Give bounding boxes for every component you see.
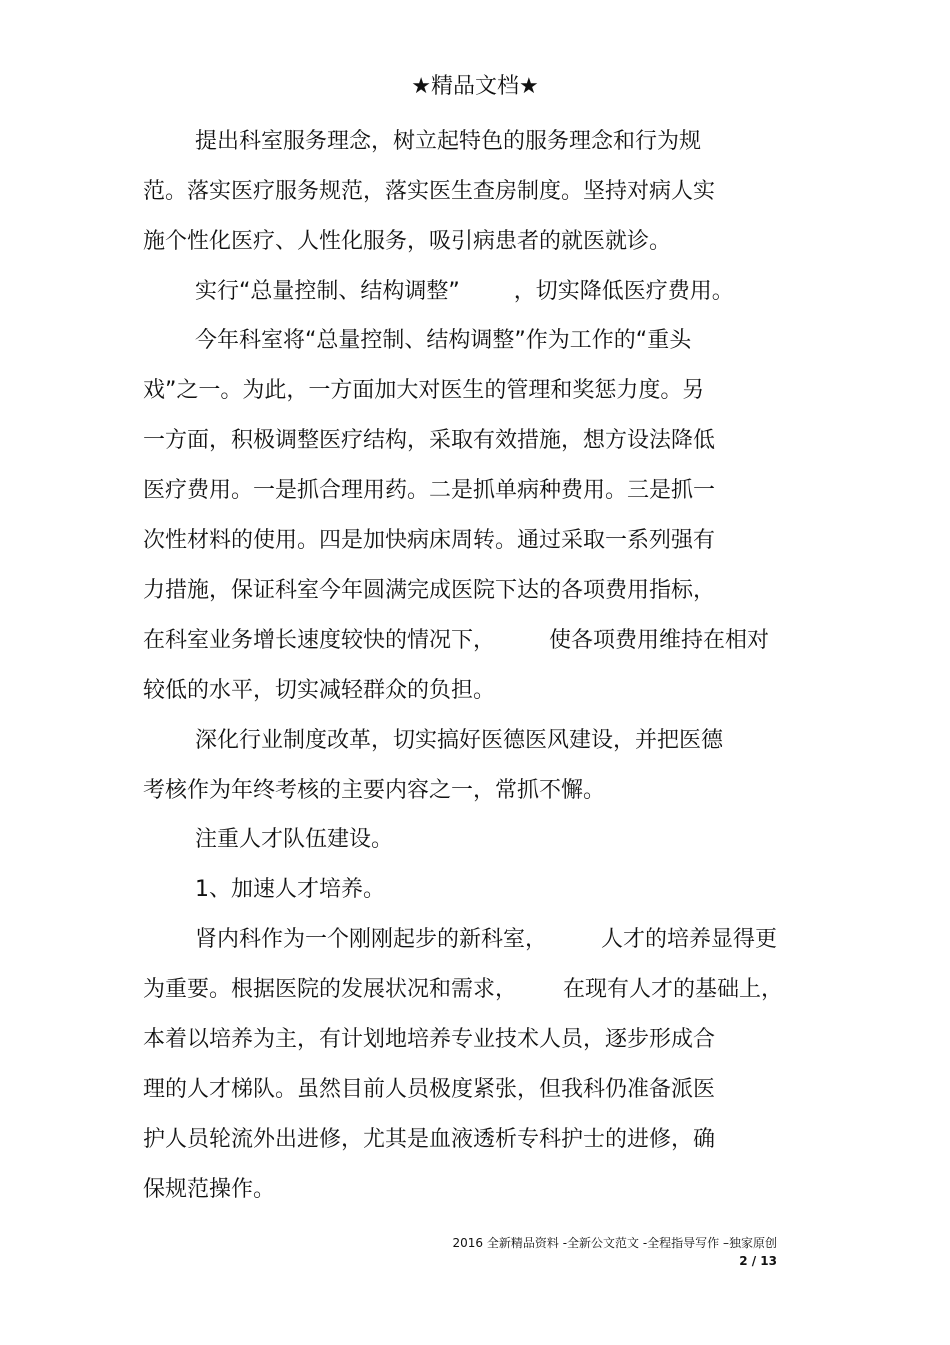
- text-segment: 实行“总量控制、结构调整”: [195, 279, 460, 304]
- text-line: 保规范操作。: [143, 1177, 276, 1202]
- text-line: 一方面，积极调整医疗结构，采取有效措施，想方设法降低: [143, 428, 716, 453]
- text-line: 考核作为年终考核的主要内容之一，常抓不懈。: [143, 778, 606, 803]
- text-line: 次性材料的使用。四是加快病床周转。通过采取一系列强有: [143, 528, 716, 553]
- text-line: 提出科室服务理念，树立起特色的服务理念和行为规: [195, 129, 702, 154]
- text-line: 较低的水平，切实减轻群众的负担。: [143, 678, 496, 703]
- page-number: 2 / 13: [739, 1254, 777, 1268]
- text-segment: 人才的培养显得更: [601, 927, 778, 952]
- text-line: 范。落实医疗服务规范，落实医生查房制度。坚持对病人实: [143, 179, 716, 204]
- text-line: [143, 626, 769, 656]
- text-line: 本着以培养为主，有计划地培养专业技术人员，逐步形成合: [143, 1027, 716, 1052]
- text-segment: 在现有人才的基础上，: [563, 977, 784, 1002]
- text-line: [195, 277, 734, 307]
- text-line: 深化行业制度改革，切实搞好医德医风建设，并把医德: [195, 728, 724, 753]
- text-segment: ，切实降低医疗费用。: [513, 279, 734, 304]
- text-segment: 在科室业务增长速度较快的情况下，: [143, 628, 496, 653]
- text-line: 医疗费用。一是抓合理用药。二是抓单病种费用。三是抓一: [143, 478, 716, 503]
- text-line: 注重人才队伍建设。: [195, 827, 394, 852]
- text-line: 护人员轮流外出进修，尤其是血液透析专科护士的进修，确: [143, 1127, 716, 1152]
- text-segment: 肾内科作为一个刚刚起步的新科室，: [195, 927, 548, 952]
- text-line: [195, 925, 777, 955]
- text-line: 理的人才梯队。虽然目前人员极度紧张，但我科仍准备派医: [143, 1077, 716, 1102]
- text-line: 今年科室将“总量控制、结构调整”作为工作的“重头: [195, 328, 692, 353]
- text-line: 1、加速人才培养。: [195, 877, 385, 902]
- document-header-title: ★精品文档★: [411, 74, 539, 99]
- text-line: 戏”之一。为此，一方面加大对医生的管理和奖惩力度。另: [143, 378, 705, 403]
- text-line: 力措施，保证科室今年圆满完成医院下达的各项费用指标，: [143, 578, 716, 603]
- text-segment: 使各项费用维持在相对: [549, 628, 770, 653]
- text-line: [143, 975, 783, 1005]
- footer-text: 2016 全新精品资料 -全新公文范文 -全程指导写作 –独家原创: [452, 1236, 777, 1250]
- text-line: 施个性化医疗、人性化服务，吸引病患者的就医就诊。: [143, 229, 672, 254]
- text-segment: 为重要。根据医院的发展状况和需求，: [143, 977, 518, 1002]
